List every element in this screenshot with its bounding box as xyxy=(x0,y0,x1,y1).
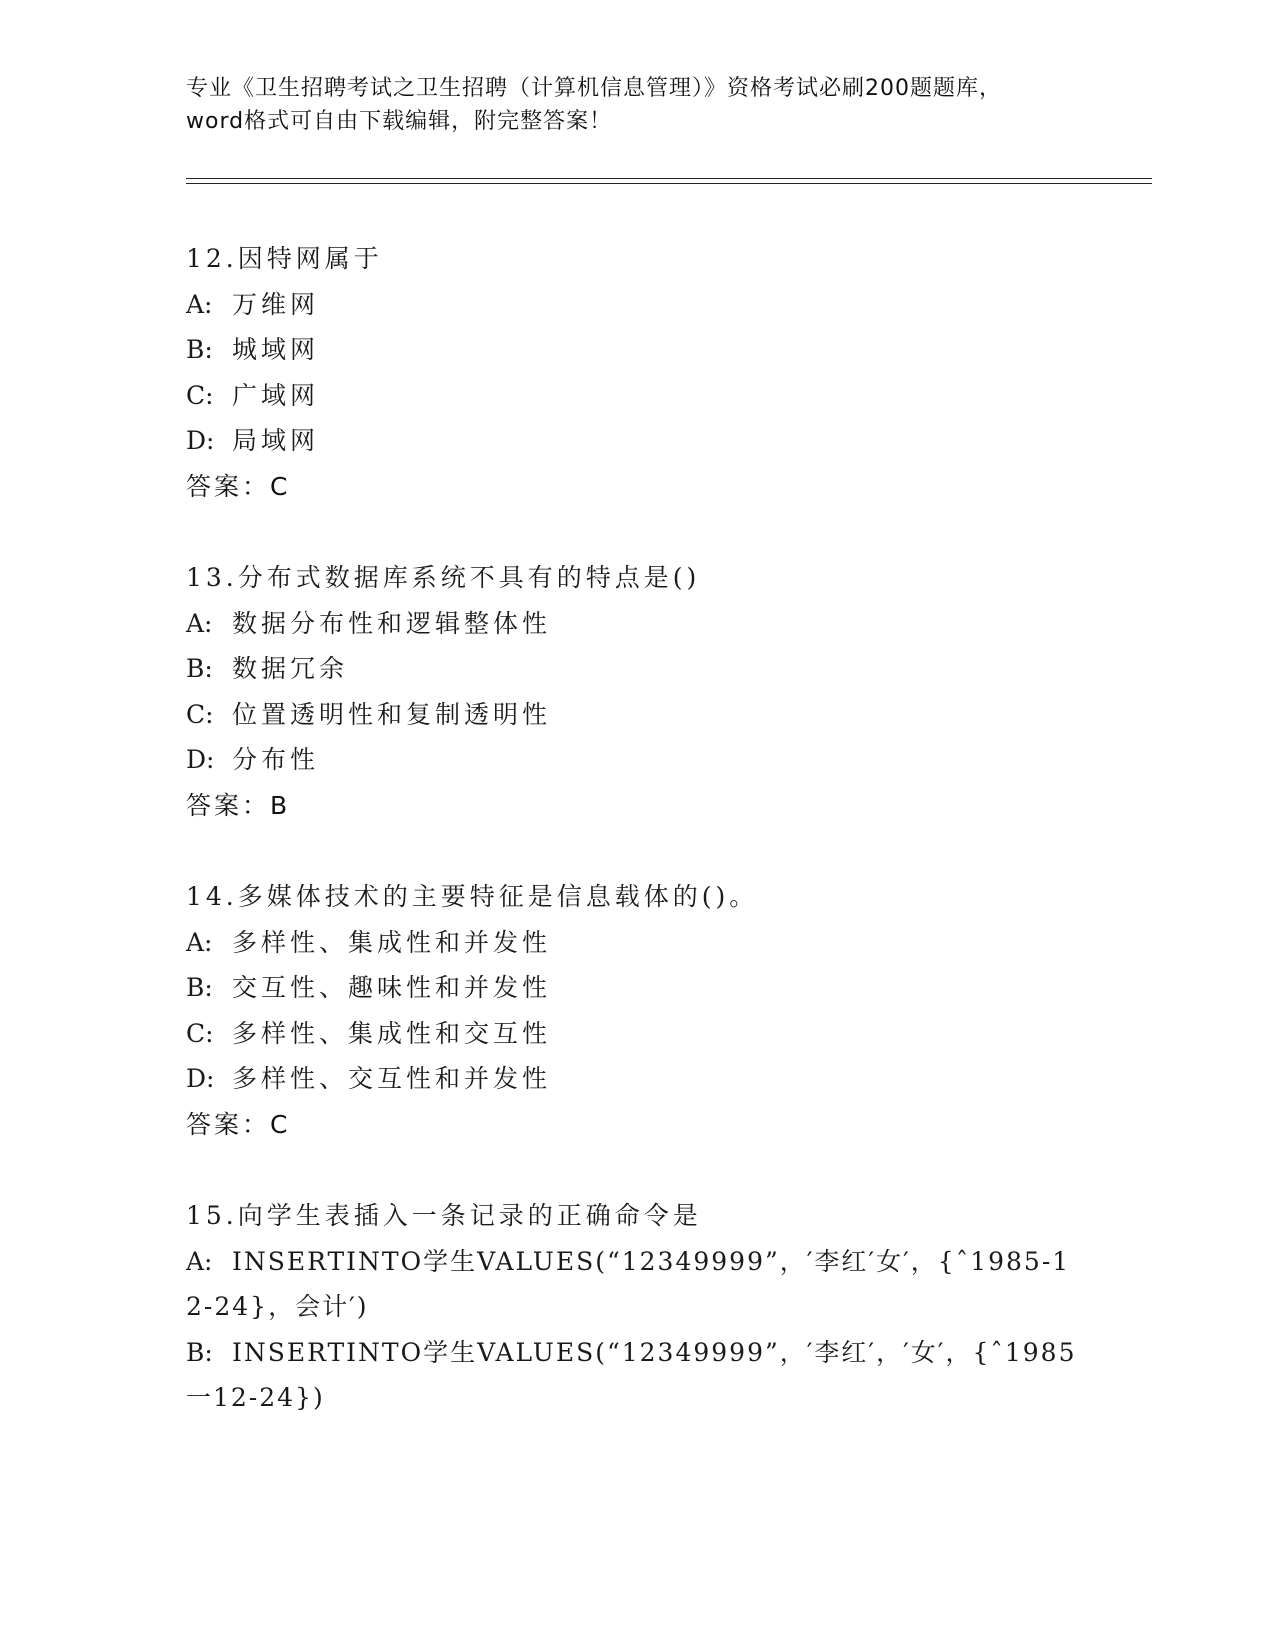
option-text: 多样性、集成性和并发性 xyxy=(232,927,552,957)
question-list xyxy=(186,236,1086,1467)
option-d xyxy=(186,737,1086,783)
header-divider-bottom xyxy=(186,183,1152,184)
option-text: 多样性、集成性和交互性 xyxy=(232,1018,552,1048)
question-12 xyxy=(186,236,1086,509)
option-key: B: xyxy=(186,1337,213,1367)
option-b xyxy=(186,646,1086,692)
option-b xyxy=(186,965,1086,1011)
option-text: 交互性、趣味性和并发性 xyxy=(232,973,552,1002)
option-key: C: xyxy=(186,699,214,729)
option-c xyxy=(186,692,1086,738)
option-text: 多样性、交互性和并发性 xyxy=(232,1064,552,1093)
option-text: 局域网 xyxy=(232,426,320,455)
option-key: B: xyxy=(186,654,213,683)
option-text: 万维网 xyxy=(232,289,320,319)
header-divider-top xyxy=(186,178,1152,179)
option-text: 广域网 xyxy=(232,380,320,410)
option-c xyxy=(186,1011,1086,1057)
option-text: 分布性 xyxy=(232,745,320,774)
option-key: D: xyxy=(186,1064,215,1093)
document-header xyxy=(186,72,1086,138)
option-key: A: xyxy=(186,608,213,638)
option-key: C: xyxy=(186,1018,214,1048)
question-14 xyxy=(186,874,1086,1147)
question-stem: 15.向学生表插入一条记录的正确命令是 xyxy=(186,1201,702,1230)
answer-label: 答案：B xyxy=(186,790,291,820)
question-13 xyxy=(186,555,1086,828)
header-line-1: 专业《卫生招聘考试之卫生招聘（计算机信息管理）》资格考试必刷200题题库， xyxy=(186,76,1002,101)
option-a xyxy=(186,282,1086,328)
question-15 xyxy=(186,1193,1086,1421)
answer-label: 答案：C xyxy=(186,471,291,501)
option-b xyxy=(186,327,1086,373)
question-stem: 12.因特网属于 xyxy=(186,244,383,273)
header-line-2: word格式可自由下载编辑，附完整答案！ xyxy=(186,109,613,134)
option-a xyxy=(186,601,1086,647)
option-text: 数据分布性和逻辑整体性 xyxy=(232,608,552,638)
option-a xyxy=(186,1239,1086,1330)
option-text: 位置透明性和复制透明性 xyxy=(232,699,552,729)
option-key: A: xyxy=(186,1246,213,1276)
option-key: D: xyxy=(186,426,215,455)
question-stem: 13.分布式数据库系统不具有的特点是() xyxy=(186,563,701,592)
option-d xyxy=(186,418,1086,464)
option-key: B: xyxy=(186,973,213,1002)
question-stem: 14.多媒体技术的主要特征是信息载体的()。 xyxy=(186,882,759,911)
option-c xyxy=(186,373,1086,419)
option-text: 城域网 xyxy=(232,335,320,364)
option-text: INSERTINTO学生VALUES(“12349999”，′李红′，′女′，{ˆ1985一12-24}) xyxy=(186,1337,1077,1412)
option-key: A: xyxy=(186,927,213,957)
answer-label: 答案：C xyxy=(186,1109,291,1139)
option-d xyxy=(186,1056,1086,1102)
option-b xyxy=(186,1330,1086,1421)
option-key: C: xyxy=(186,380,214,410)
option-key: A: xyxy=(186,289,213,319)
option-text: INSERTINTO学生VALUES(“12349999”，′李红′女′，{ˆ1985-12-24}，会计′) xyxy=(186,1246,1071,1321)
option-key: B: xyxy=(186,335,213,364)
option-key: D: xyxy=(186,745,215,774)
option-a xyxy=(186,920,1086,966)
option-text: 数据冗余 xyxy=(232,654,349,683)
